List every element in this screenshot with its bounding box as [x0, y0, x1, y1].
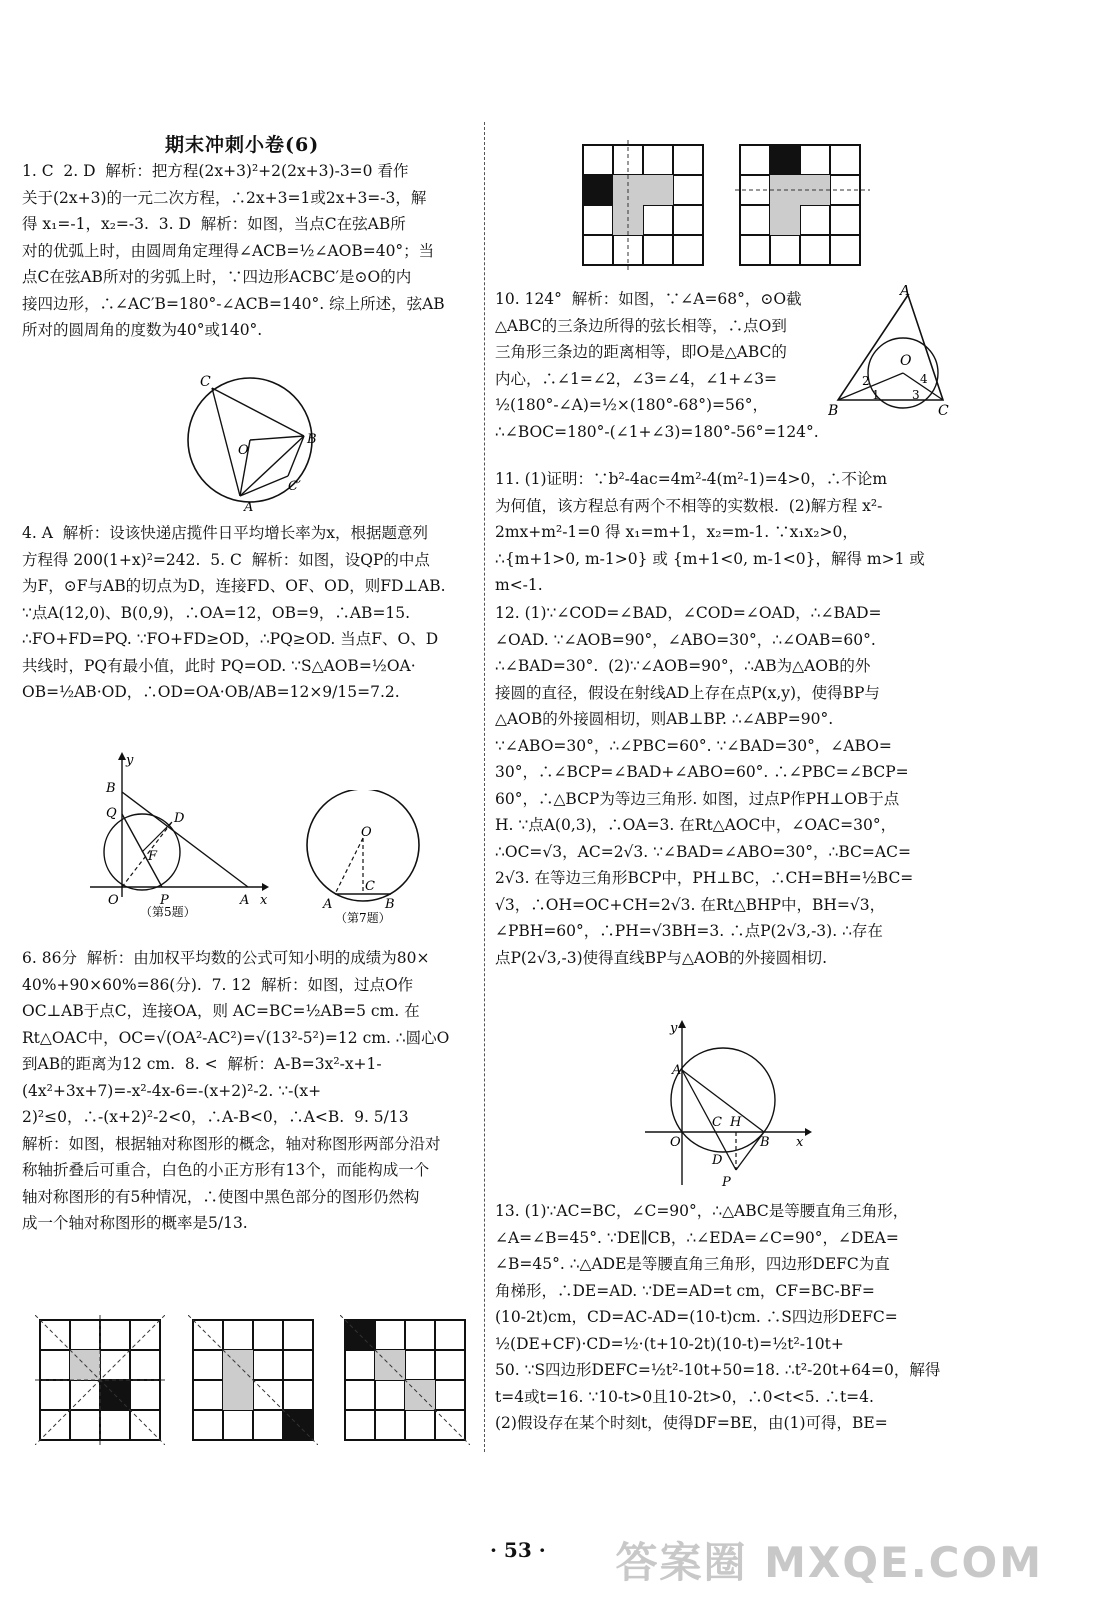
svg-text:D: D [712, 1153, 723, 1168]
caption-q7: （第7题） [335, 911, 391, 925]
svg-text:B: B [307, 432, 317, 447]
answer-block-13: 13. (1)∵AC=BC，∠C=90°，∴△ABC是等腰直角三角形， ∠A=∠B=45°. ∵DE∥CB，∴∠EDA=∠C=90°，∠DEA= ∠B=45°. ∴△ADE是等腰直角三角形，四边形DEFC为直 角梯形，∴DE=AD. ∵DE=AD=t cm，CF=BC-BF= (10-2t)cm，CD=AC-AD=(10-t)cm. ∴S四边形DEFC= ½(DE+CF)·CD=½·(t+10-2t)(10-t)=½t²-10t+ 50. ∵S四边形DEFC=½t²-10t+50=18. ∴t²-20t+64=0，解得 t=4或t=16. ∵10-t>0且10-2t>0，∴0<t<5. ∴t=4. (2)假设存在某个时刻t，使得DF=BE，由(1)可得，BE= [495, 1202, 941, 1432]
figure-q10-triangle [828, 285, 953, 420]
grid-figure-2 [188, 1315, 318, 1445]
grid-figure-3 [340, 1315, 470, 1445]
svg-text:y: y [126, 753, 134, 768]
svg-text:B: B [106, 781, 116, 796]
svg-text:P: P [722, 1175, 731, 1190]
column-divider [484, 122, 485, 1452]
svg-text:O: O [238, 443, 249, 458]
svg-text:2: 2 [862, 374, 870, 388]
svg-text:A: A [244, 500, 254, 513]
answer-block-1-3: 1. C 2. D 解析：把方程(2x+3)²+2(2x+3)-3=0 看作 关于(2x+3)的一元二次方程，∴2x+3=1或2x+3=-3，解 得 x₁=-1，x₂=-3. 3. D 解析：如图，当点C在弦AB所 对的优弧上时，由圆周角定理得∠ACB=½∠AOB=40°；当 点C在弦AB所对的劣弧上时，∵四边形ACBC′是⊙O的内 接四边形，∴∠AC′B=180°-∠ACB=140°. 综上所述，弦AB 所对的圆周角的度数为40°或140°. [22, 162, 445, 339]
svg-text:C: C [365, 879, 375, 894]
svg-text:y: y [670, 1021, 678, 1036]
figure-q5-tangent [80, 752, 270, 917]
svg-text:C: C [200, 374, 211, 390]
figure-q7-circle [295, 790, 435, 925]
svg-text:x: x [796, 1135, 804, 1150]
figure-q3-circle [180, 368, 330, 513]
watermark-logo: 答案圈 MXQE.COM [615, 1538, 1043, 1587]
svg-text:C: C [938, 403, 949, 419]
svg-text:B: B [760, 1135, 770, 1150]
svg-text:B: B [385, 897, 395, 912]
grid-figure-1 [35, 1315, 165, 1445]
svg-text:A: A [323, 897, 333, 912]
svg-text:3: 3 [912, 388, 920, 402]
figure-q12-circle [640, 1020, 815, 1190]
caption-q5: （第5题） [140, 905, 196, 917]
svg-text:F: F [148, 849, 158, 864]
svg-text:O: O [670, 1135, 681, 1150]
page-title: 期末冲刺小卷(6) [165, 134, 320, 156]
grid-figure-5 [735, 140, 870, 270]
svg-text:B: B [828, 403, 839, 419]
answer-block-10: 10. 124° 解析：如图，∵∠A=68°，⊙O截 △ABC的三条边所得的弦长相等，∴点O到 三角形三条边的距离相等，即O是△ABC的 内心，∴∠1=∠2，∠3=∠4，∠1+∠3= ½(180°-∠A)=½×(180°-68°)=56°， ∴∠BOC=180°-(∠1+∠3)=180°-56°=124°. [495, 290, 819, 441]
svg-text:x: x [260, 893, 268, 908]
page-number: · 53 · [490, 1538, 546, 1562]
svg-text:A: A [240, 893, 250, 908]
svg-text:C: C [712, 1115, 722, 1130]
svg-text:A: A [672, 1063, 682, 1078]
answer-block-12: 12. (1)∵∠COD=∠BAD，∠COD=∠OAD，∴∠BAD= ∠OAD. ∵∠AOB=90°，∠ABO=30°，∴∠OAB=60°. ∴∠BAD=30°. (2)∵∠AOB=90°，∴AB为△AOB的外 接圆的直径，假设在射线AD上存在点P(x,y)，使得BP与 △AOB的外接圆相切，则AB⊥BP. ∴∠ABP=90°. ∵∠ABO=30°，∴∠PBC=60°. ∵∠BAD=30°，∠ABO= 30°，∴∠BCP=∠BAD+∠ABO=60°. ∴∠PBC=∠BCP= 60°，∴△BCP为等边三角形. 如图，过点P作PH⊥OB于点 H. ∵点A(0,3)，∴OA=3. 在Rt△AOC中，∠OAC=30°， ∴OC=√3，AC=2√3. ∵∠BAD=∠ABO=30°，∴BC=AC= 2√3. 在等边三角形BCP中，PH⊥BC，∴CH=BH=½BC= √3，∴OH=OC+CH=2√3. 在Rt△BHP中，BH=√3， ∠PBH=60°，∴PH=√3BH=3. ∴点P(2√3,-3). ∴存在 点P(2√3,-3)使得直线BP与△AOB的外接圆相切. [495, 604, 914, 967]
svg-text:C′: C′ [288, 479, 301, 494]
answer-block-4-5: 4. A 解析：设该快递店揽件日平均增长率为x，根据题意列 方程得 200(1+x)²=242. 5. C 解析：如图，设QP的中点 为F，⊙F与AB的切点为D，连接FD、OF、OD，则FD⊥AB. ∵点A(12,0)、B(0,9)，∴OA=12，OB=9，∴AB=15. ∴FO+FD=PQ. ∵FO+FD≥OD，∴PQ≥OD. 当点F、O、D 共线时，PQ有最小值，此时 PQ=OD. ∵S△AOB=½OA· OB=½AB·OD，∴OD=OA·OB/AB=12×9/15=7.2. [22, 524, 446, 701]
answer-block-6-9: 6. 86分 解析：由加权平均数的公式可知小明的成绩为80× 40%+90×60%=86(分). 7. 12 解析：如图，过点O作 OC⊥AB于点C，连接OA，则 AC=BC=½AB=5 cm. 在 Rt△OAC中，OC=√(OA²-AC²)=√(13²-5²)=12 cm. ∴圆心O 到AB的距离为12 cm. 8. < 解析：A-B=3x²-x+1- (4x²+3x+7)=-x²-4x-6=-(x+2)²-2. ∵-(x+ 2)²≤0，∴-(x+2)²-2<0，∴A-B<0，∴A<B. 9. 5/13 解析：如图，根据轴对称图形的概念，轴对称图形两部分沿对 称轴折叠后可重合，白色的小正方形有13个，而能构成一个 轴对称图形的有5种情况，∴使图中黑色部分的图形仍然构 成一个轴对称图形的概率是5/13. [22, 949, 450, 1232]
svg-text:4: 4 [920, 372, 928, 386]
svg-text:A: A [900, 285, 911, 299]
svg-text:O: O [361, 825, 372, 840]
grid-figure-4 [578, 140, 708, 270]
svg-text:P: P [160, 893, 169, 908]
svg-text:O: O [108, 893, 119, 908]
svg-text:H: H [730, 1115, 742, 1130]
svg-text:O: O [900, 353, 912, 369]
svg-text:Q: Q [106, 806, 117, 821]
svg-text:1: 1 [872, 388, 880, 402]
svg-text:D: D [174, 811, 185, 826]
answer-block-11: 11. (1)证明：∵b²-4ac=4m²-4(m²-1)=4>0，∴不论m 为何值，该方程总有两个不相等的实数根. (2)解方程 x²- 2mx+m²-1=0 得 x₁=m+1，x₂=m-1. ∵x₁x₂>0， ∴{m+1>0, m-1>0} 或 {m+1<0, m-1<0}，解得 m>1 或 m<-1. [495, 470, 925, 594]
